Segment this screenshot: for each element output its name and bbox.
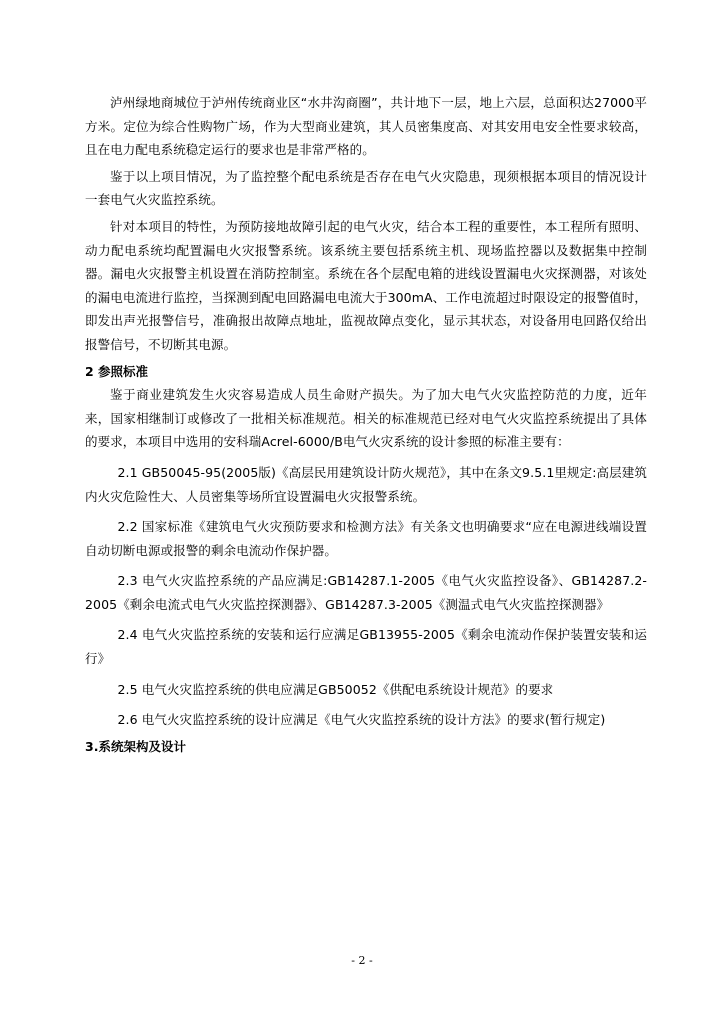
standard-item-2-4: 2.4 电气火灾监控系统的安装和运行应满足GB13955-2005《剩余电流动作保护装置安装和运行》 [85,627,647,667]
paragraph-project-goal: 鉴于以上项目情况，为了监控整个配电系统是否存在电气火灾隐患，现须根据本项目的情况设计一套电气火灾监控系统。 [85,168,647,208]
page-number: - 2 - [351,954,373,967]
paragraph-project-overview: 泸州绿地商城位于泸州传统商业区“水井沟商圈”，共计地下一层，地上六层，总面积达27000平方米。定位为综合性购物广场，作为大型商业建筑，其人员密集度高、对其安用电安全性要求较高，且在电力配电系统稳定运行的要求也是非常严格的。 [85,95,647,158]
standard-item-2-2: 2.2 国家标准《建筑电气火灾预防要求和检测方法》有关条文也明确要求“应在电源进线端设置自动切断电源或报警的剩余电流动作保护器。 [85,519,647,558]
standard-item-2-1: 2.1 GB50045-95(2005版)《高层民用建筑设计防火规范》，其中在条文9.5.1里规定:高层建筑内火灾危险性大、人员密集等场所宜设置漏电火灾报警系统。 [85,464,647,504]
standard-item-2-3: 2.3 电气火灾监控系统的产品应满足:GB14287.1-2005《电气火灾监控设备》、GB14287.2-2005《剩余电流式电气火灾监控探测器》、GB14287.3-2005《测温式电气火灾监控探测器》 [85,573,647,612]
section-heading-reference-standards: 2 参照标准 [85,363,149,379]
page-content [85,91,647,758]
paragraph-system-description: 针对本项目的特性，为预防接地故障引起的电气火灾，结合本工程的重要性，本工程所有照明、动力配电系统均配置漏电火灾报警系统。该系统主要包括系统主机、现场监控器以及数据集中控制器。漏电火灾报警主机设置在消防控制室。系统在各个层配电箱的进线设置漏电火灾探测器，对该处的漏电电流进行监控，当探测到配电回路漏电电流大于300mA、工作电流超过时限设定的报警值时，即发出声光报警信号，准确报出故障点地址，监视故障点变化，显示其状态，对设备用电回路仅给出报警信号，不切断其电源。 [85,218,647,352]
standard-item-2-5: 2.5 电气火灾监控系统的供电应满足GB50052《供配电系统设计规范》的要求 [117,681,554,697]
standard-item-2-6: 2.6 电气火灾监控系统的设计应满足《电气火灾监控系统的设计方法》的要求(暂行规定) [117,712,606,728]
paragraph-standards-intro: 鉴于商业建筑发生火灾容易造成人员生命财产损失。为了加大电气火灾监控防范的力度，近年来，国家相继制订或修改了一批相关标准规范。相关的标准规范已经对电气火灾监控系统提出了具体的要求，本项目中选用的安科瑞Acrel-6000/B电气火灾系统的设计参照的标准主要有： [85,387,647,450]
section-heading-system-architecture: 3.系统架构及设计 [85,738,186,754]
